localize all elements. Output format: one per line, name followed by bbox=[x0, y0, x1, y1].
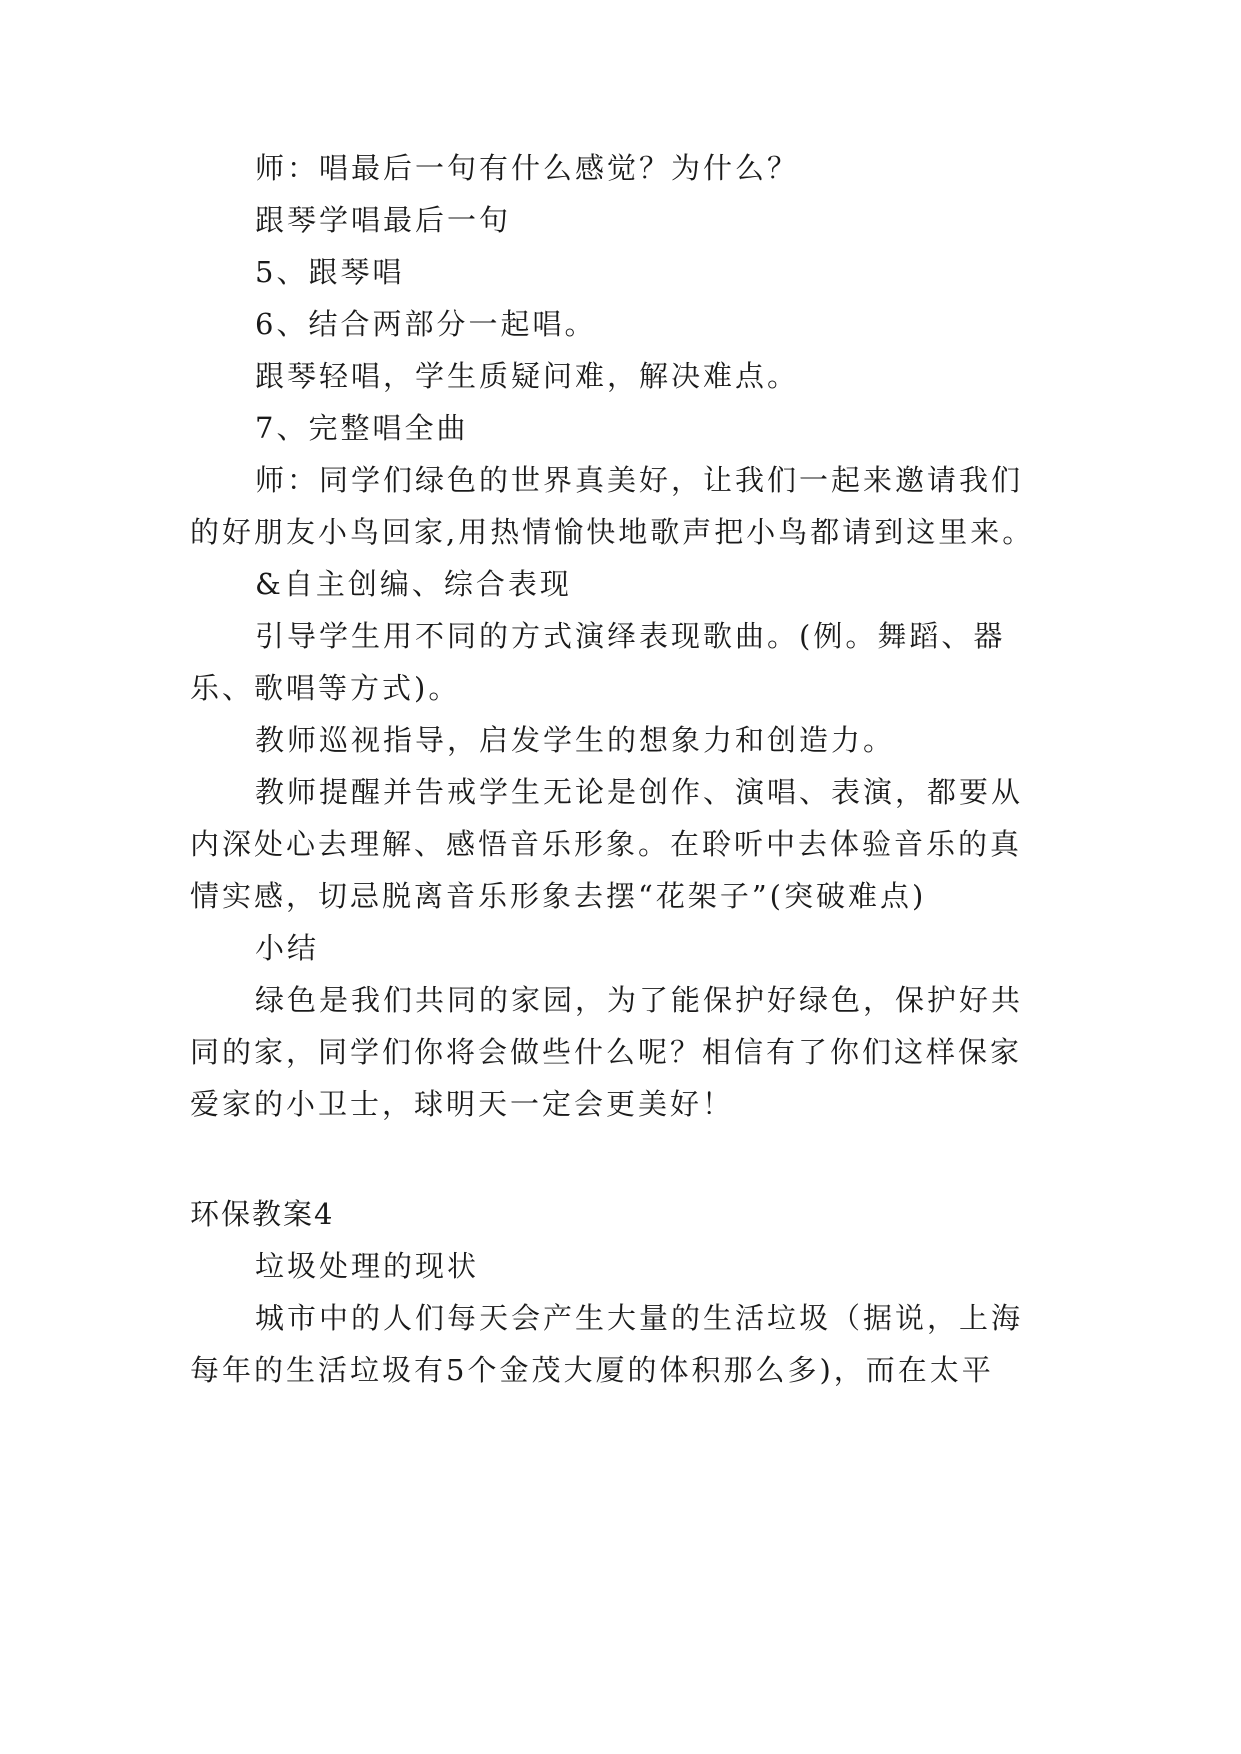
paragraph-line: 垃圾处理的现状 bbox=[255, 1249, 480, 1283]
paragraph-line: 的好朋友小鸟回家,用热情愉快地歌声把小鸟都请到这里来。 bbox=[190, 515, 1035, 549]
paragraph-line: 城市中的人们每天会产生大量的生活垃圾（据说，上海 bbox=[255, 1301, 1024, 1335]
paragraph-line: 爱家的小卫士，球明天一定会更美好！ bbox=[190, 1087, 735, 1121]
paragraph-line: 6、结合两部分一起唱。 bbox=[255, 307, 597, 341]
paragraph-line: 师：同学们绿色的世界真美好，让我们一起来邀请我们 bbox=[255, 463, 1024, 497]
section-heading: 环保教案4 bbox=[190, 1197, 335, 1231]
paragraph-line: 情实感，切忌脱离音乐形象去摆“花架子”(突破难点) bbox=[190, 879, 927, 913]
paragraph-line: 乐、歌唱等方式)。 bbox=[190, 671, 461, 705]
paragraph-line: 绿色是我们共同的家园，为了能保护好绿色，保护好共 bbox=[255, 983, 1024, 1017]
paragraph-line: 跟琴轻唱，学生质疑问难，解决难点。 bbox=[255, 359, 800, 393]
paragraph-line: 师：唱最后一句有什么感觉？为什么？ bbox=[255, 151, 800, 185]
paragraph-line: 同的家，同学们你将会做些什么呢？相信有了你们这样保家 bbox=[190, 1035, 1023, 1069]
paragraph-line: 教师巡视指导，启发学生的想象力和创造力。 bbox=[255, 723, 896, 757]
paragraph-line: &自主创编、综合表现 bbox=[255, 567, 572, 601]
paragraph-line: 每年的生活垃圾有5个金茂大厦的体积那么多)，而在太平 bbox=[190, 1353, 994, 1387]
paragraph-line: 引导学生用不同的方式演绎表现歌曲。(例。舞蹈、器 bbox=[255, 619, 1006, 653]
paragraph-line: 跟琴学唱最后一句 bbox=[255, 203, 512, 237]
paragraph-line: 7、完整唱全曲 bbox=[255, 411, 469, 445]
paragraph-line: 小结 bbox=[255, 931, 320, 965]
paragraph-line: 5、跟琴唱 bbox=[255, 255, 405, 289]
paragraph-line: 教师提醒并告戒学生无论是创作、演唱、表演，都要从 bbox=[255, 775, 1024, 809]
paragraph-line: 内深处心去理解、感悟音乐形象。在聆听中去体验音乐的真 bbox=[190, 827, 1023, 861]
